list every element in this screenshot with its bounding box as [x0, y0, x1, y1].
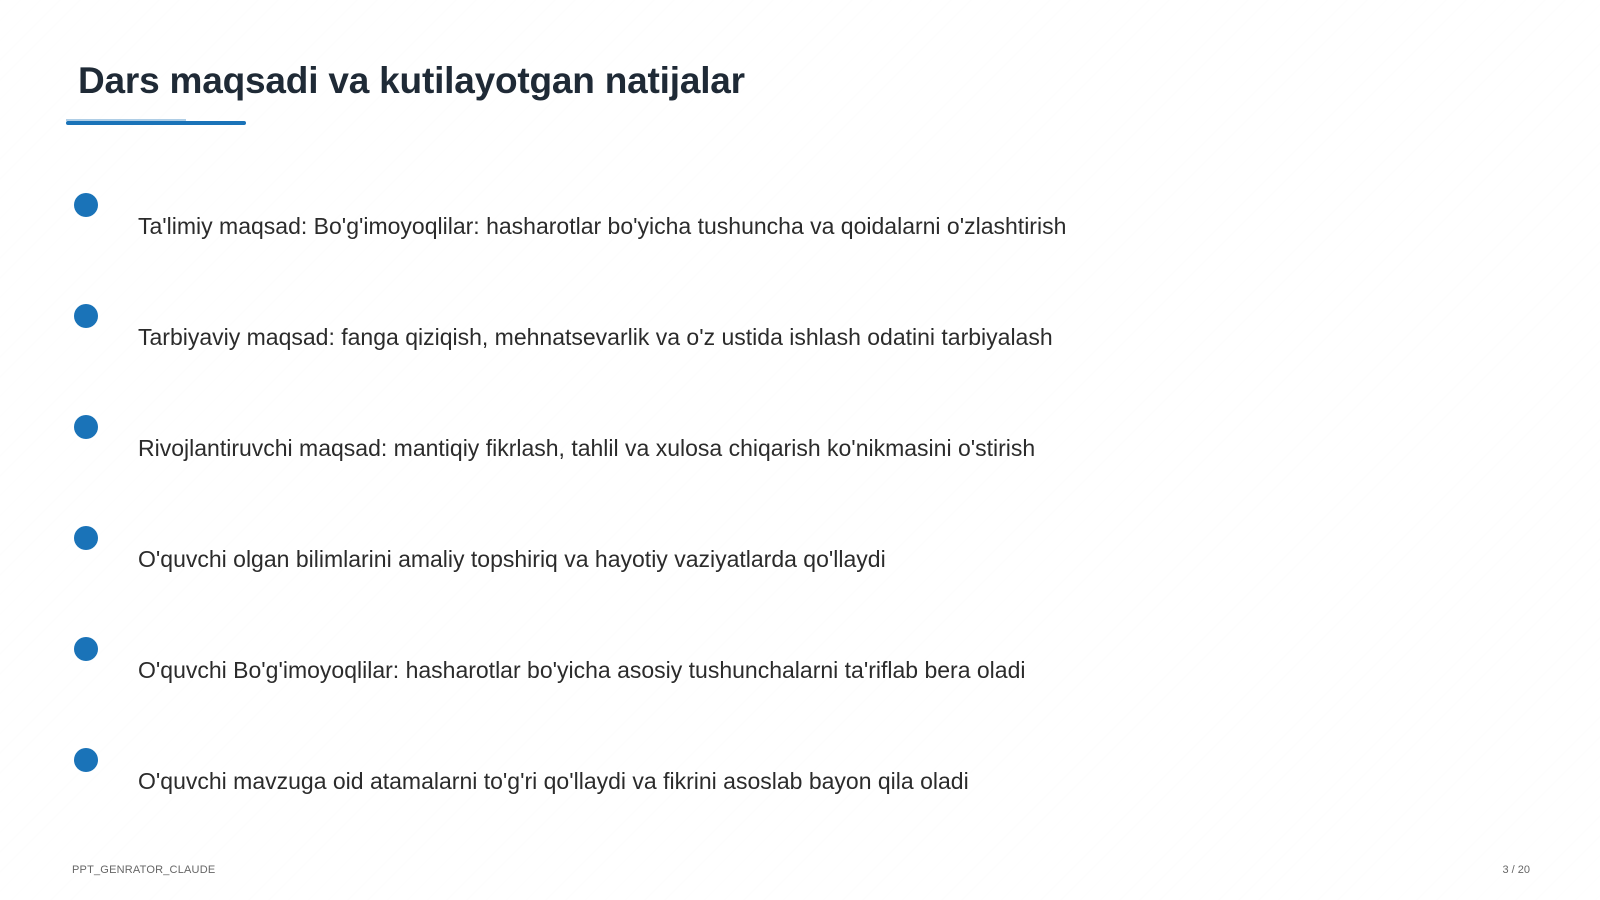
- bullet-text: O'quvchi olgan bilimlarini amaliy topshiriq va hayotiy vaziyatlarda qo'llaydi: [138, 546, 886, 572]
- bullet-text: Rivojlantiruvchi maqsad: mantiqiy fikrlash, tahlil va xulosa chiqarish ko'nikmasini o'stirish: [138, 435, 1036, 461]
- slide-title: Dars maqsadi va kutilayotgan natijalar: [78, 60, 745, 101]
- list-item: [0, 637, 1600, 697]
- bullet-dot-icon: [74, 415, 98, 439]
- bullet-text: O'quvchi Bo'g'imoyoqlilar: hasharotlar bo'yicha asosiy tushunchalarni ta'riflab bera oladi: [138, 657, 1026, 683]
- list-item: [0, 304, 1600, 364]
- footer-source: PPT_GENRATOR_CLAUDE: [72, 864, 216, 876]
- bullet-dot-icon: [74, 193, 98, 217]
- bullet-text: Ta'limiy maqsad: Bo'g'imoyoqlilar: hasharotlar bo'yicha tushuncha va qoidalarni o'zlashtirish: [138, 213, 1067, 239]
- list-item: [0, 415, 1600, 475]
- list-item: [0, 748, 1600, 808]
- list-item: [0, 526, 1600, 586]
- bullet-dot-icon: [74, 637, 98, 661]
- bullet-text: O'quvchi mavzuga oid atamalarni to'g'ri qo'llaydi va fikrini asoslab bayon qila oladi: [138, 768, 969, 794]
- bullet-dot-icon: [74, 304, 98, 328]
- list-item: [0, 193, 1600, 253]
- page-number: 3 / 20: [1502, 864, 1530, 876]
- bullet-text: Tarbiyaviy maqsad: fanga qiziqish, mehnatsevarlik va o'z ustida ishlash odatini tarbiyalash: [138, 324, 1053, 350]
- bullet-dot-icon: [74, 526, 98, 550]
- bullet-dot-icon: [74, 748, 98, 772]
